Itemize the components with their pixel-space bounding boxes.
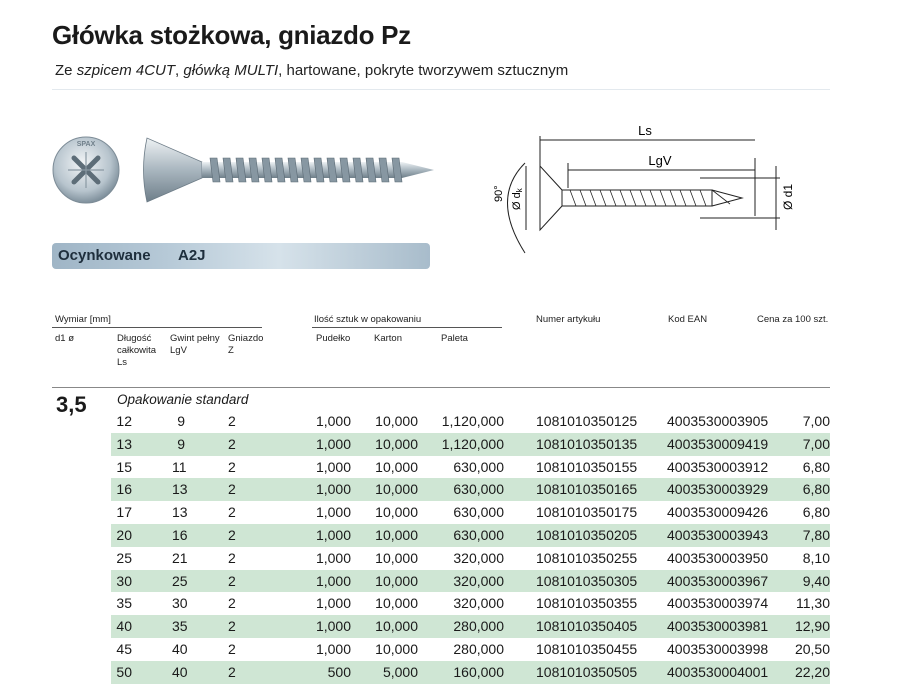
screw-head-icon [53,137,119,203]
cell-article: 1081010350405 [536,618,638,635]
cell-article: 1081010350255 [536,549,638,566]
header-price: Cena za 100 szt. [757,314,829,325]
page-title: Główka stożkowa, gniazdo Pz [52,20,411,50]
cell-price: 7,00 [802,435,830,452]
cell-box: 1,000 [315,526,351,543]
cell-ean: 4003530003998 [667,640,769,657]
cell-pallet: 320,000 [453,549,504,566]
group-label: Opakowanie standard [117,392,249,407]
cell-ls: 35 [116,595,132,612]
cell-box: 1,000 [315,640,351,657]
cell-price: 22,20 [794,663,830,680]
cell-ean: 4003530003943 [667,526,769,543]
cell-article: 1081010350355 [536,595,638,612]
table-row [111,456,830,479]
cell-box: 1,000 [315,413,351,429]
table-row [111,638,830,661]
cell-pallet: 630,000 [453,504,504,521]
cell-lgv: 11 [172,458,187,475]
coating-bar [52,243,430,269]
cell-box: 1,000 [315,572,351,589]
header-article: Numer artykułu [536,314,601,325]
page-subtitle: Ze szpicem 4CUT, główką MULTI, hartowane, pokryte tworzywem sztucznym [55,62,569,79]
coating-code: A2J [178,247,206,264]
svg-text:SPAX: SPAX [76,141,96,148]
cell-lgv: 30 [172,595,188,612]
cell-ean: 4003530003950 [667,549,769,566]
cell-pallet: 1,120,000 [441,435,504,452]
cell-carton: 10,000 [375,504,418,521]
cell-carton: 10,000 [375,458,418,475]
cell-z: 2 [228,549,236,566]
dk-label: Ø dk [511,188,524,210]
lgv-dimension-label: LgV [648,153,672,168]
cell-ls: 25 [116,549,132,566]
cell-z: 2 [228,526,236,543]
cell-price: 6,80 [802,504,830,521]
cell-ls: 13 [116,435,132,452]
cell-price: 7,00 [802,413,830,429]
cell-lgv: 35 [172,618,188,635]
cell-price: 12,90 [794,618,830,635]
table-header-divider [52,387,830,388]
cell-ls: 17 [116,504,132,521]
cell-article: 1081010350125 [536,413,638,429]
cell-ls: 45 [116,640,132,657]
cell-price: 6,80 [802,481,830,498]
cell-ls: 16 [116,481,132,498]
header-qty-group: Ilość sztuk w opakowaniu [314,314,422,325]
header-length: Długość całkowita Ls [117,333,157,368]
cell-ean: 4003530003905 [667,413,769,429]
cell-ean: 4003530009426 [667,504,769,521]
cell-price: 6,80 [802,458,830,475]
cell-lgv: 9 [177,435,185,452]
cell-box: 1,000 [315,549,351,566]
cell-lgv: 16 [172,526,188,543]
cell-ean: 4003530003967 [667,572,769,589]
cell-pallet: 320,000 [453,595,504,612]
cell-pallet: 280,000 [453,640,504,657]
cell-lgv: 21 [172,549,188,566]
table-row [111,501,830,524]
cell-box: 1,000 [315,595,351,612]
cell-z: 2 [228,663,236,680]
cell-article: 1081010350175 [536,504,638,521]
cell-carton: 10,000 [375,526,418,543]
cell-pallet: 280,000 [453,618,504,635]
cell-box: 500 [327,663,351,680]
cell-z: 2 [228,572,236,589]
cell-carton: 10,000 [375,572,418,589]
cell-z: 2 [228,413,236,429]
cell-ls: 50 [116,663,132,680]
table-row [111,524,830,547]
cell-ean: 4003530009419 [667,435,769,452]
cell-lgv: 25 [172,572,188,589]
header-carton: Karton [374,333,402,344]
cell-box: 1,000 [315,481,351,498]
header-dimension: Wymiar [mm] [55,314,111,325]
coating-label: Ocynkowane [58,247,151,264]
cell-pallet: 1,120,000 [441,413,504,429]
header-ean: Kod EAN [668,314,708,325]
group-d1: 3,5 [56,392,87,417]
cell-carton: 10,000 [375,595,418,612]
cell-price: 20,50 [794,640,830,657]
cell-pallet: 630,000 [453,526,504,543]
header-pallet: Paleta [441,333,468,344]
cell-z: 2 [228,595,236,612]
cell-pallet: 160,000 [453,663,504,680]
cell-box: 1,000 [315,435,351,452]
cell-pallet: 630,000 [453,458,504,475]
cell-ls: 20 [116,526,132,543]
cell-ls: 40 [116,618,132,635]
cell-box: 1,000 [315,504,351,521]
cell-ean: 4003530003974 [667,595,769,612]
cell-article: 1081010350455 [536,640,638,657]
cell-price: 8,10 [802,549,830,566]
cell-z: 2 [228,458,236,475]
cell-z: 2 [228,435,236,452]
cell-article: 1081010350505 [536,663,638,680]
cell-ean: 4003530004001 [667,663,769,680]
d1-label: Ø d1 [781,183,795,210]
table-row [111,547,830,570]
cell-lgv: 9 [177,413,185,429]
cell-article: 1081010350165 [536,481,638,498]
table-row [111,592,830,615]
cell-price: 11,30 [796,595,830,612]
table-row [111,615,830,638]
table-row [111,570,830,593]
cell-box: 1,000 [315,618,351,635]
table-body [111,410,830,684]
cell-z: 2 [228,481,236,498]
cell-lgv: 40 [172,640,188,657]
cell-pallet: 630,000 [453,481,504,498]
cell-price: 9,40 [802,572,830,589]
cell-ean: 4003530003912 [667,458,769,475]
cell-carton: 10,000 [375,413,418,429]
cell-box: 1,000 [315,458,351,475]
cell-ls: 30 [116,572,132,589]
cell-z: 2 [228,640,236,657]
cell-price: 7,80 [802,526,830,543]
angle-label: 90° [493,185,505,202]
cell-z: 2 [228,504,236,521]
cell-carton: 10,000 [375,618,418,635]
header-thread: Gwint pełny LgV [170,333,220,356]
cell-carton: 10,000 [375,549,418,566]
cell-carton: 5,000 [382,663,418,680]
screw-product-image [52,130,437,210]
cell-lgv: 40 [172,663,188,680]
table-row [111,661,830,684]
cell-z: 2 [228,618,236,635]
cell-article: 1081010350305 [536,572,638,589]
header-underline-qty [312,327,502,328]
cell-ean: 4003530003929 [667,481,769,498]
header-d1: d1 ø [55,333,75,344]
header-box: Pudełko [316,333,351,344]
cell-lgv: 13 [172,481,188,498]
table-row [111,433,830,456]
header-divider [52,89,830,90]
table-row [111,410,830,433]
cell-ls: 12 [116,413,132,429]
cell-article: 1081010350135 [536,435,638,452]
screw-dimension-diagram [480,118,820,268]
ls-dimension-label: Ls [638,123,652,138]
cell-ls: 15 [116,458,132,475]
header-underline-dimension [52,327,262,328]
cell-carton: 10,000 [375,640,418,657]
cell-article: 1081010350205 [536,526,638,543]
cell-carton: 10,000 [375,435,418,452]
cell-carton: 10,000 [375,481,418,498]
screw-side-icon [144,138,435,202]
header-socket: Gniazdo Z [228,333,264,356]
cell-article: 1081010350155 [536,458,638,475]
cell-ean: 4003530003981 [667,618,769,635]
table-row [111,478,830,501]
cell-pallet: 320,000 [453,572,504,589]
cell-lgv: 13 [172,504,188,521]
